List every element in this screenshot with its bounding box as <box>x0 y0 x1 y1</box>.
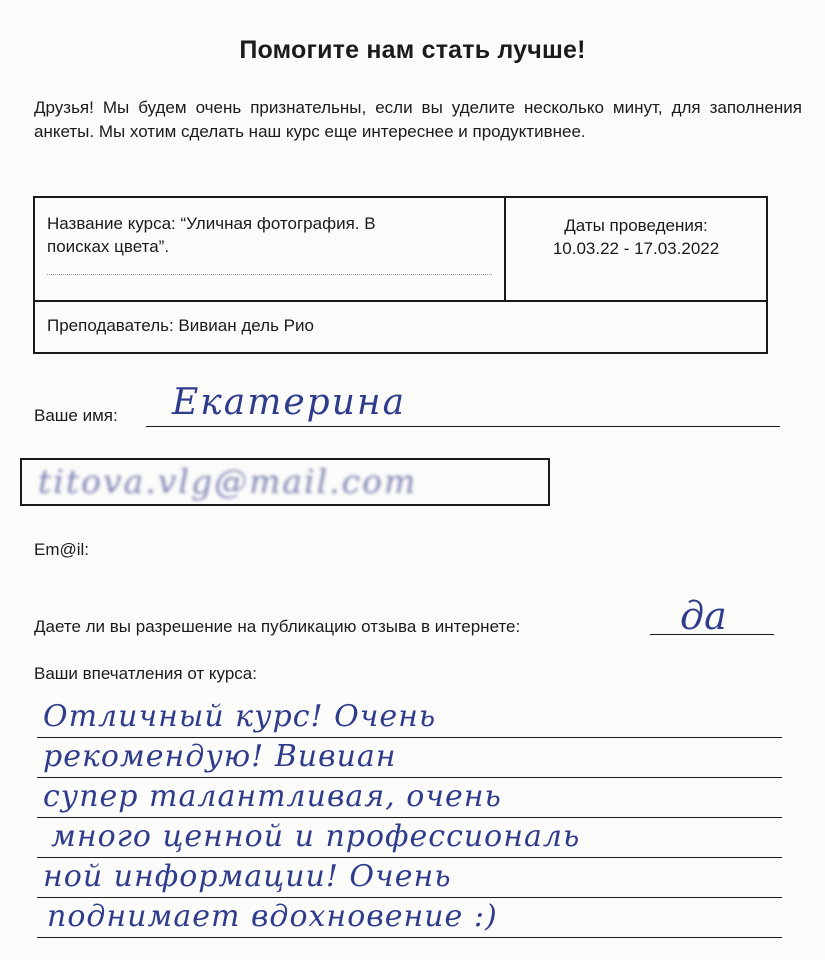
name-field[interactable]: Екатерина <box>172 382 407 423</box>
impressions-handwriting-line[interactable]: рекомендую! Вивиан <box>43 739 397 774</box>
course-dates-cell <box>506 198 766 302</box>
name-underline <box>146 426 780 427</box>
course-name-dotted-line <box>47 274 492 275</box>
form-title: Помогите нам стать лучше! <box>239 36 586 64</box>
ruled-line <box>37 777 782 778</box>
ruled-line <box>37 937 782 938</box>
course-info-table <box>33 196 768 354</box>
impressions-handwriting-line[interactable]: много ценной и профессиональ <box>51 819 581 854</box>
course-teacher-cell: Преподаватель: Вивиан дель Рио <box>47 316 314 335</box>
name-label: Ваше имя: <box>34 406 118 425</box>
course-dates-label: Даты проведения: <box>564 216 708 235</box>
impressions-handwriting-line[interactable]: Отличный курс! Очень <box>43 699 437 734</box>
course-name-line-1: Название курса: “Уличная фотография. В <box>47 214 376 233</box>
email-box <box>20 458 550 506</box>
form-intro: Друзья! Мы будем очень признательны, если вы уделите несколько минут, для заполнения анкеты. Мы хотим сделать наш курс еще интереснее и продуктивнее. <box>34 98 802 141</box>
email-label: Em@il: <box>34 540 90 559</box>
ruled-line <box>37 737 782 738</box>
ruled-line <box>37 817 782 818</box>
impressions-handwriting-line[interactable]: поднимает вдохновение :) <box>47 899 498 934</box>
course-name-cell <box>35 198 506 302</box>
impressions-label: Ваши впечатления от курса: <box>34 664 257 683</box>
email-field[interactable]: titova.vlg@mail.com <box>38 462 418 501</box>
impressions-handwriting-line[interactable]: ной информации! Очень <box>43 859 452 894</box>
permission-field[interactable]: да <box>680 594 727 638</box>
course-dates-value: 10.03.22 - 17.03.2022 <box>552 239 720 258</box>
ruled-line <box>37 857 782 858</box>
permission-label: Даете ли вы разрешение на публикацию отзыва в интернете: <box>34 617 521 636</box>
course-name-line-2: поисках цвета”. <box>47 237 170 256</box>
impressions-handwriting-line[interactable]: супер талантливая, очень <box>43 779 502 814</box>
ruled-line <box>37 897 782 898</box>
